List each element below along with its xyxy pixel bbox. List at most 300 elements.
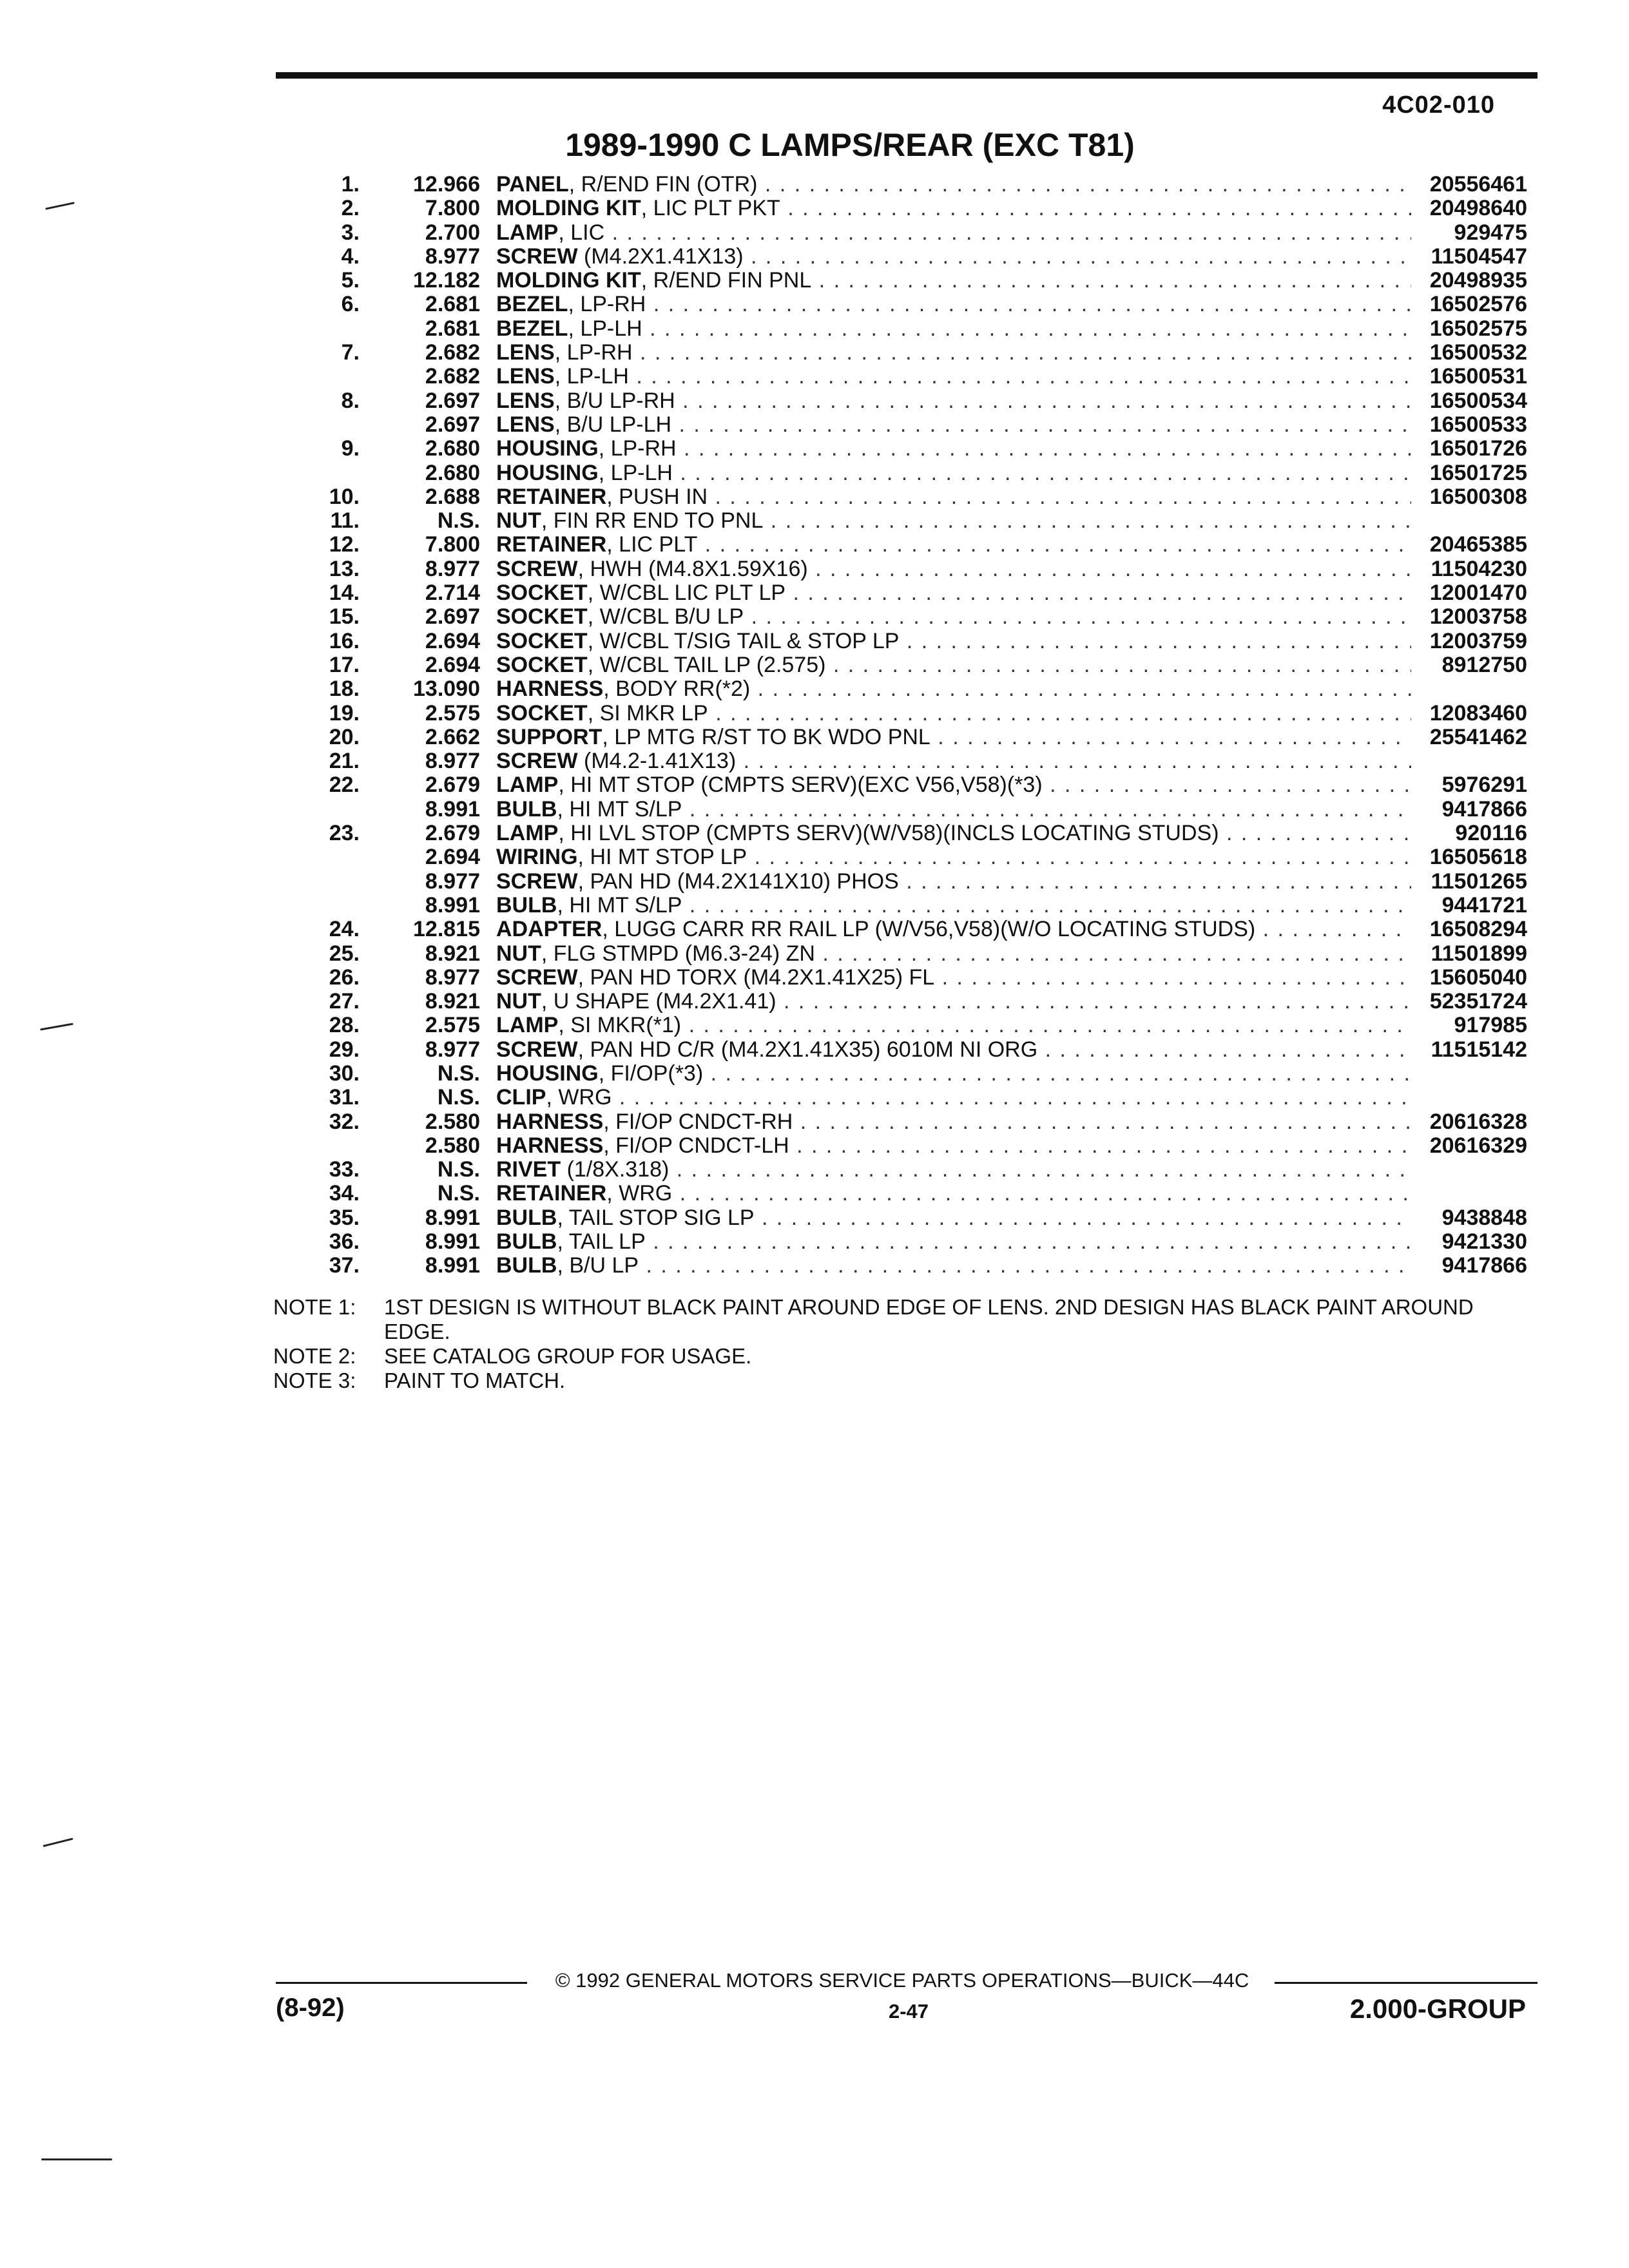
part-name: HOUSING	[496, 1061, 599, 1086]
item-number: 26.	[329, 965, 360, 990]
group-number: 2.580	[425, 1109, 480, 1134]
part-description	[496, 1158, 1411, 1182]
part-description	[496, 341, 1411, 365]
part-description	[496, 1254, 1411, 1278]
note-text: SEE CATALOG GROUP FOR USAGE.	[384, 1344, 752, 1368]
part-name: PANEL	[496, 173, 569, 197]
part-detail: , HI LVL STOP (CMPTS SERV)(W/V58)(INCLS LOCATING STUDS)	[558, 822, 1219, 846]
part-description	[496, 1230, 1411, 1254]
part-name: NUT	[496, 941, 541, 966]
part-description	[496, 1062, 1411, 1086]
part-detail: , LP-LH	[598, 461, 673, 485]
item-number: 32.	[329, 1109, 360, 1134]
table-row	[303, 269, 1527, 293]
group-number: 8.991	[425, 796, 480, 822]
part-number: 929475	[1454, 220, 1527, 245]
item-number: 16.	[329, 628, 360, 653]
part-description	[496, 1182, 1411, 1206]
group-number: 8.991	[425, 1229, 480, 1254]
part-detail: , LIC PLT PKT	[641, 197, 780, 221]
part-name: LAMP	[496, 1014, 559, 1038]
table-row	[303, 581, 1527, 605]
item-number: 3.	[341, 220, 360, 245]
group-number: 2.694	[425, 652, 480, 677]
item-number: 30.	[329, 1061, 360, 1086]
part-number: 11504547	[1431, 244, 1527, 269]
part-detail: , PAN HD (M4.2X141X10) PHOS	[577, 869, 899, 894]
part-description	[496, 437, 1411, 461]
part-number: 920116	[1455, 821, 1527, 846]
part-detail: , SI MKR(*1)	[558, 1014, 682, 1038]
item-number: 8.	[341, 388, 360, 413]
part-description	[496, 870, 1411, 894]
table-row	[303, 1134, 1527, 1158]
part-name: HOUSING	[496, 437, 599, 461]
note-item	[273, 1344, 1536, 1369]
top-rule	[276, 72, 1537, 79]
part-detail: , B/U LP-RH	[554, 389, 675, 413]
part-number: 20465385	[1429, 532, 1527, 557]
part-detail: , LP-RH	[568, 293, 646, 317]
table-row	[303, 726, 1527, 749]
part-name: BEZEL	[496, 293, 568, 317]
notes-section	[273, 1295, 1536, 1393]
group-number: 2.700	[425, 220, 480, 245]
part-number: 25541462	[1429, 724, 1527, 749]
note-label: NOTE 1:	[273, 1295, 356, 1319]
group-number: 12.182	[413, 268, 480, 293]
group-number: 2.679	[425, 821, 480, 846]
part-number: 16502576	[1429, 292, 1527, 317]
part-description	[496, 798, 1411, 822]
table-row	[303, 870, 1527, 894]
part-number: 9417866	[1441, 796, 1527, 822]
item-number: 6.	[341, 292, 360, 317]
table-row	[303, 341, 1527, 365]
part-description	[496, 990, 1411, 1014]
part-detail: , FLG STMPD (M6.3-24) ZN	[541, 941, 815, 966]
part-number: 16500534	[1429, 388, 1527, 413]
part-name: LAMP	[496, 822, 559, 846]
part-detail: , BODY RR(*2)	[603, 677, 751, 702]
scan-mark	[45, 202, 75, 209]
group-number: 2.575	[425, 1013, 480, 1038]
scan-mark	[40, 1023, 73, 1031]
part-name: ADAPTER	[496, 918, 602, 942]
part-name: HARNESS	[496, 1110, 604, 1134]
part-description	[496, 485, 1411, 509]
part-number: 11504230	[1431, 556, 1527, 581]
part-description	[496, 942, 1411, 966]
part-detail: (M4.2-1.41X13)	[577, 749, 737, 774]
part-number: 16505618	[1429, 845, 1527, 870]
group-number: 8.977	[425, 556, 480, 581]
table-row	[303, 1038, 1527, 1062]
part-detail: (M4.2X1.41X13)	[577, 244, 744, 269]
part-name: SOCKET	[496, 701, 588, 726]
part-name: SCREW	[496, 869, 578, 894]
part-name: NUT	[496, 509, 541, 533]
table-row	[303, 942, 1527, 966]
group-number: 2.682	[425, 364, 480, 389]
item-number: 21.	[329, 749, 360, 774]
part-detail: , W/CBL B/U LP	[587, 605, 744, 629]
part-detail: (1/8X.318)	[561, 1158, 670, 1182]
item-number: 9.	[341, 436, 360, 461]
part-name: BULB	[496, 893, 557, 918]
table-row	[303, 966, 1527, 990]
part-description	[496, 966, 1411, 990]
table-row	[303, 822, 1527, 845]
table-row	[303, 365, 1527, 389]
part-detail: , LIC PLT	[606, 533, 698, 557]
group-number: 2.679	[425, 773, 480, 798]
table-row	[303, 605, 1527, 629]
item-number: 10.	[329, 484, 360, 509]
part-description	[496, 509, 1411, 533]
note-label: NOTE 3:	[273, 1369, 356, 1392]
table-row	[303, 1158, 1527, 1182]
group-number: 8.991	[425, 892, 480, 918]
table-row	[303, 509, 1527, 533]
item-number: 35.	[329, 1205, 360, 1230]
part-name: SCREW	[496, 749, 578, 774]
part-description	[496, 1014, 1411, 1037]
item-number: 15.	[329, 604, 360, 629]
part-description	[496, 822, 1411, 845]
part-number: 20616329	[1429, 1133, 1527, 1158]
table-row	[303, 773, 1527, 797]
group-number: 2.580	[425, 1133, 480, 1158]
part-number: 12003758	[1429, 604, 1527, 629]
part-number: 12003759	[1429, 628, 1527, 653]
group-number: 8.977	[425, 869, 480, 894]
part-detail: , FI/OP(*3)	[598, 1061, 704, 1086]
copyright-line: © 1992 GENERAL MOTORS SERVICE PARTS OPERATIONS—BUICK—44C	[555, 1969, 1249, 1992]
part-detail: , HI MT S/LP	[557, 797, 682, 822]
part-detail: , W/CBL T/SIG TAIL & STOP LP	[587, 629, 900, 653]
table-row	[303, 653, 1527, 677]
item-number: 34.	[329, 1181, 360, 1206]
part-number: 11515142	[1431, 1037, 1527, 1062]
part-number: 8912750	[1441, 652, 1527, 677]
item-number: 17.	[329, 652, 360, 677]
part-number: 15605040	[1429, 965, 1527, 990]
group-number: N.S.	[437, 508, 480, 533]
part-description	[496, 653, 1411, 677]
group-number: 7.800	[425, 532, 480, 557]
part-detail: , TAIL LP	[557, 1230, 646, 1254]
footer-rule-left	[276, 1982, 527, 1984]
item-number: 4.	[341, 244, 360, 269]
part-name: SCREW	[496, 1037, 578, 1062]
part-detail: , LP-RH	[598, 437, 677, 461]
item-number: 36.	[329, 1229, 360, 1254]
table-row	[303, 990, 1527, 1014]
table-row	[303, 1182, 1527, 1206]
part-description	[496, 317, 1411, 341]
part-name: LAMP	[496, 220, 559, 245]
group-number: 8.977	[425, 749, 480, 774]
table-row	[303, 1014, 1527, 1037]
part-name: SCREW	[496, 557, 578, 581]
part-number: 16500533	[1429, 412, 1527, 437]
part-name: NUT	[496, 990, 541, 1014]
part-name: BULB	[496, 1230, 557, 1254]
part-name: SCREW	[496, 965, 578, 990]
part-number: 16500531	[1429, 364, 1527, 389]
part-description	[496, 269, 1411, 293]
item-number: 5.	[341, 268, 360, 293]
part-description	[496, 773, 1411, 797]
part-name: LENS	[496, 412, 555, 437]
part-detail: , WRG	[606, 1182, 673, 1206]
part-name: RIVET	[496, 1158, 561, 1182]
part-number: 16501725	[1429, 460, 1527, 485]
item-number: 25.	[329, 941, 360, 966]
part-detail: , PAN HD C/R (M4.2X1.41X35) 6010M NI ORG	[577, 1037, 1038, 1062]
part-description	[496, 845, 1411, 869]
part-description	[496, 1206, 1411, 1230]
part-detail: , B/U LP-LH	[554, 412, 672, 437]
group-number: 2.682	[425, 340, 480, 365]
part-description	[496, 605, 1411, 629]
group-number: 2.714	[425, 581, 480, 606]
part-number: 11501899	[1431, 941, 1527, 966]
group-number: 2.688	[425, 484, 480, 509]
part-name: SOCKET	[496, 581, 588, 606]
item-number: 23.	[329, 821, 360, 846]
part-name: BEZEL	[496, 316, 568, 341]
date-code: (8-92)	[276, 1994, 345, 2022]
part-number: 11501265	[1431, 869, 1527, 894]
group-number: 13.090	[413, 677, 480, 702]
part-description	[496, 557, 1411, 581]
part-name: SUPPORT	[496, 725, 602, 749]
table-row	[303, 1254, 1527, 1278]
part-number: 16500532	[1429, 340, 1527, 365]
group-number: N.S.	[437, 1181, 480, 1206]
part-detail: , FIN RR END TO PNL	[541, 509, 764, 533]
table-row	[303, 461, 1527, 485]
part-description	[496, 461, 1411, 485]
part-description	[496, 389, 1411, 413]
part-name: CLIP	[496, 1086, 546, 1110]
part-detail: , U SHAPE (M4.2X1.41)	[541, 990, 776, 1014]
group-number: 2.681	[425, 316, 480, 341]
group-number: 12.815	[413, 917, 480, 942]
part-description	[496, 533, 1411, 557]
table-row	[303, 485, 1527, 509]
table-row	[303, 293, 1527, 316]
table-row	[303, 629, 1527, 653]
group-number: 2.697	[425, 412, 480, 437]
item-number: 14.	[329, 581, 360, 606]
part-number: 12083460	[1429, 700, 1527, 726]
table-row	[303, 413, 1527, 437]
footer-rule-right	[1275, 1982, 1537, 1984]
part-description	[496, 894, 1411, 918]
group-number: 2.694	[425, 845, 480, 870]
part-detail: , R/END FIN PNL	[641, 269, 812, 293]
part-number: 16501726	[1429, 436, 1527, 461]
group-number: N.S.	[437, 1085, 480, 1110]
part-detail: , PUSH IN	[606, 485, 708, 509]
note-text: 1ST DESIGN IS WITHOUT BLACK PAINT AROUND EDGE OF LENS. 2ND DESIGN HAS BLACK PAINT AROUND EDGE.	[384, 1295, 1474, 1343]
part-detail: , FI/OP CNDCT-LH	[603, 1133, 789, 1158]
item-number: 24.	[329, 917, 360, 942]
note-item	[273, 1369, 1536, 1393]
item-number: 1.	[341, 172, 360, 197]
table-row	[303, 1206, 1527, 1230]
part-name: SCREW	[496, 244, 578, 269]
page-number: 2-47	[888, 2000, 929, 2023]
part-description	[496, 197, 1411, 220]
part-number: 9417866	[1441, 1253, 1527, 1278]
group-number: 8.991	[425, 1253, 480, 1278]
part-detail: , LP MTG R/ST TO BK WDO PNL	[602, 725, 930, 749]
part-name: HOUSING	[496, 461, 599, 485]
table-row	[303, 798, 1527, 822]
item-number: 20.	[329, 724, 360, 749]
part-description	[496, 1134, 1411, 1158]
item-number: 11.	[330, 508, 360, 533]
item-number: 7.	[341, 340, 360, 365]
part-name: RETAINER	[496, 533, 607, 557]
group-number: 2.575	[425, 700, 480, 726]
group-number: N.S.	[437, 1157, 480, 1182]
part-name: BULB	[496, 797, 557, 822]
table-row	[303, 677, 1527, 701]
part-detail: , HI MT STOP (CMPTS SERV)(EXC V56,V58)(*3)	[558, 773, 1043, 798]
part-description	[496, 245, 1411, 269]
part-detail: , FI/OP CNDCT-RH	[603, 1110, 793, 1134]
part-detail: , HI MT STOP LP	[577, 845, 747, 870]
group-number: 7.800	[425, 196, 480, 221]
part-name: LENS	[496, 341, 555, 365]
item-number: 37.	[329, 1253, 360, 1278]
table-row	[303, 173, 1527, 197]
part-description	[496, 1038, 1411, 1062]
table-row	[303, 1230, 1527, 1254]
part-detail: , PAN HD TORX (M4.2X1.41X25) FL	[577, 965, 935, 990]
part-detail: , LUGG CARR RR RAIL LP (W/V56,V58)(W/O LOCATING STUDS)	[602, 918, 1256, 942]
part-number: 12001470	[1429, 581, 1527, 606]
part-name: LAMP	[496, 773, 559, 798]
group-number: 8.921	[425, 941, 480, 966]
group-number: 2.680	[425, 460, 480, 485]
table-row	[303, 437, 1527, 461]
item-number: 2.	[341, 196, 360, 221]
part-name: BULB	[496, 1254, 557, 1278]
group-number: 8.977	[425, 244, 480, 269]
table-row	[303, 1086, 1527, 1110]
part-detail: , W/CBL LIC PLT LP	[587, 581, 786, 606]
item-number: 31.	[329, 1085, 360, 1110]
part-description	[496, 749, 1411, 773]
part-number: 20556461	[1429, 172, 1527, 197]
item-number: 13.	[329, 556, 360, 581]
part-detail: , SI MKR LP	[587, 701, 708, 726]
part-description	[496, 413, 1411, 437]
part-name: SOCKET	[496, 629, 588, 653]
part-number: 5976291	[1441, 773, 1527, 798]
part-number: 917985	[1454, 1013, 1527, 1038]
page-code: 4C02-010	[1382, 91, 1495, 119]
part-description	[496, 726, 1411, 749]
group-number: 8.991	[425, 1205, 480, 1230]
item-number: 22.	[329, 773, 360, 798]
part-name: WIRING	[496, 845, 578, 870]
part-detail: , B/U LP	[557, 1254, 639, 1278]
group-label: 2.000-GROUP	[1349, 1994, 1526, 2024]
part-description	[496, 365, 1411, 389]
part-description	[496, 1110, 1411, 1134]
table-row	[303, 1110, 1527, 1134]
part-number: 16502575	[1429, 316, 1527, 341]
part-detail: , R/END FIN (OTR)	[568, 173, 758, 197]
group-number: 2.681	[425, 292, 480, 317]
page-title: 1989-1990 C LAMPS/REAR (EXC T81)	[565, 127, 1135, 163]
part-number: 20498935	[1429, 268, 1527, 293]
group-number: 2.662	[425, 724, 480, 749]
part-number: 16508294	[1429, 917, 1527, 942]
table-row	[303, 389, 1527, 413]
part-detail: , LIC	[558, 220, 605, 245]
scan-mark	[41, 2158, 112, 2160]
part-number: 9441721	[1441, 892, 1527, 918]
group-number: 8.921	[425, 989, 480, 1014]
part-description	[496, 677, 1411, 701]
group-number: 12.966	[413, 172, 480, 197]
part-number: 20616328	[1429, 1109, 1527, 1134]
part-number: 52351724	[1429, 989, 1527, 1014]
part-name: SOCKET	[496, 653, 588, 677]
part-detail: , WRG	[546, 1086, 612, 1110]
part-description	[496, 581, 1411, 605]
table-row	[303, 749, 1527, 773]
table-row	[303, 197, 1527, 220]
group-number: 2.694	[425, 628, 480, 653]
item-number: 19.	[329, 700, 360, 726]
table-row	[303, 317, 1527, 341]
note-item	[273, 1295, 1536, 1344]
part-name: LENS	[496, 389, 555, 413]
table-row	[303, 845, 1527, 869]
group-number: N.S.	[437, 1061, 480, 1086]
part-description	[496, 1086, 1411, 1110]
part-number: 20498640	[1429, 196, 1527, 221]
table-row	[303, 245, 1527, 269]
part-number: 9438848	[1441, 1205, 1527, 1230]
part-name: SOCKET	[496, 605, 588, 629]
part-name: RETAINER	[496, 485, 607, 509]
part-name: LENS	[496, 365, 555, 389]
group-number: 2.680	[425, 436, 480, 461]
scan-mark	[43, 1838, 73, 1847]
part-description	[496, 221, 1411, 245]
part-name: MOLDING KIT	[496, 269, 641, 293]
part-name: HARNESS	[496, 677, 604, 702]
part-detail: , LP-LH	[568, 316, 642, 341]
part-name: RETAINER	[496, 1182, 607, 1206]
part-detail: , LP-LH	[554, 365, 629, 389]
item-number: 12.	[329, 532, 360, 557]
part-description	[496, 918, 1411, 941]
part-detail: , HWH (M4.8X1.59X16)	[577, 557, 808, 581]
note-label: NOTE 2:	[273, 1344, 356, 1368]
item-number: 29.	[329, 1037, 360, 1062]
